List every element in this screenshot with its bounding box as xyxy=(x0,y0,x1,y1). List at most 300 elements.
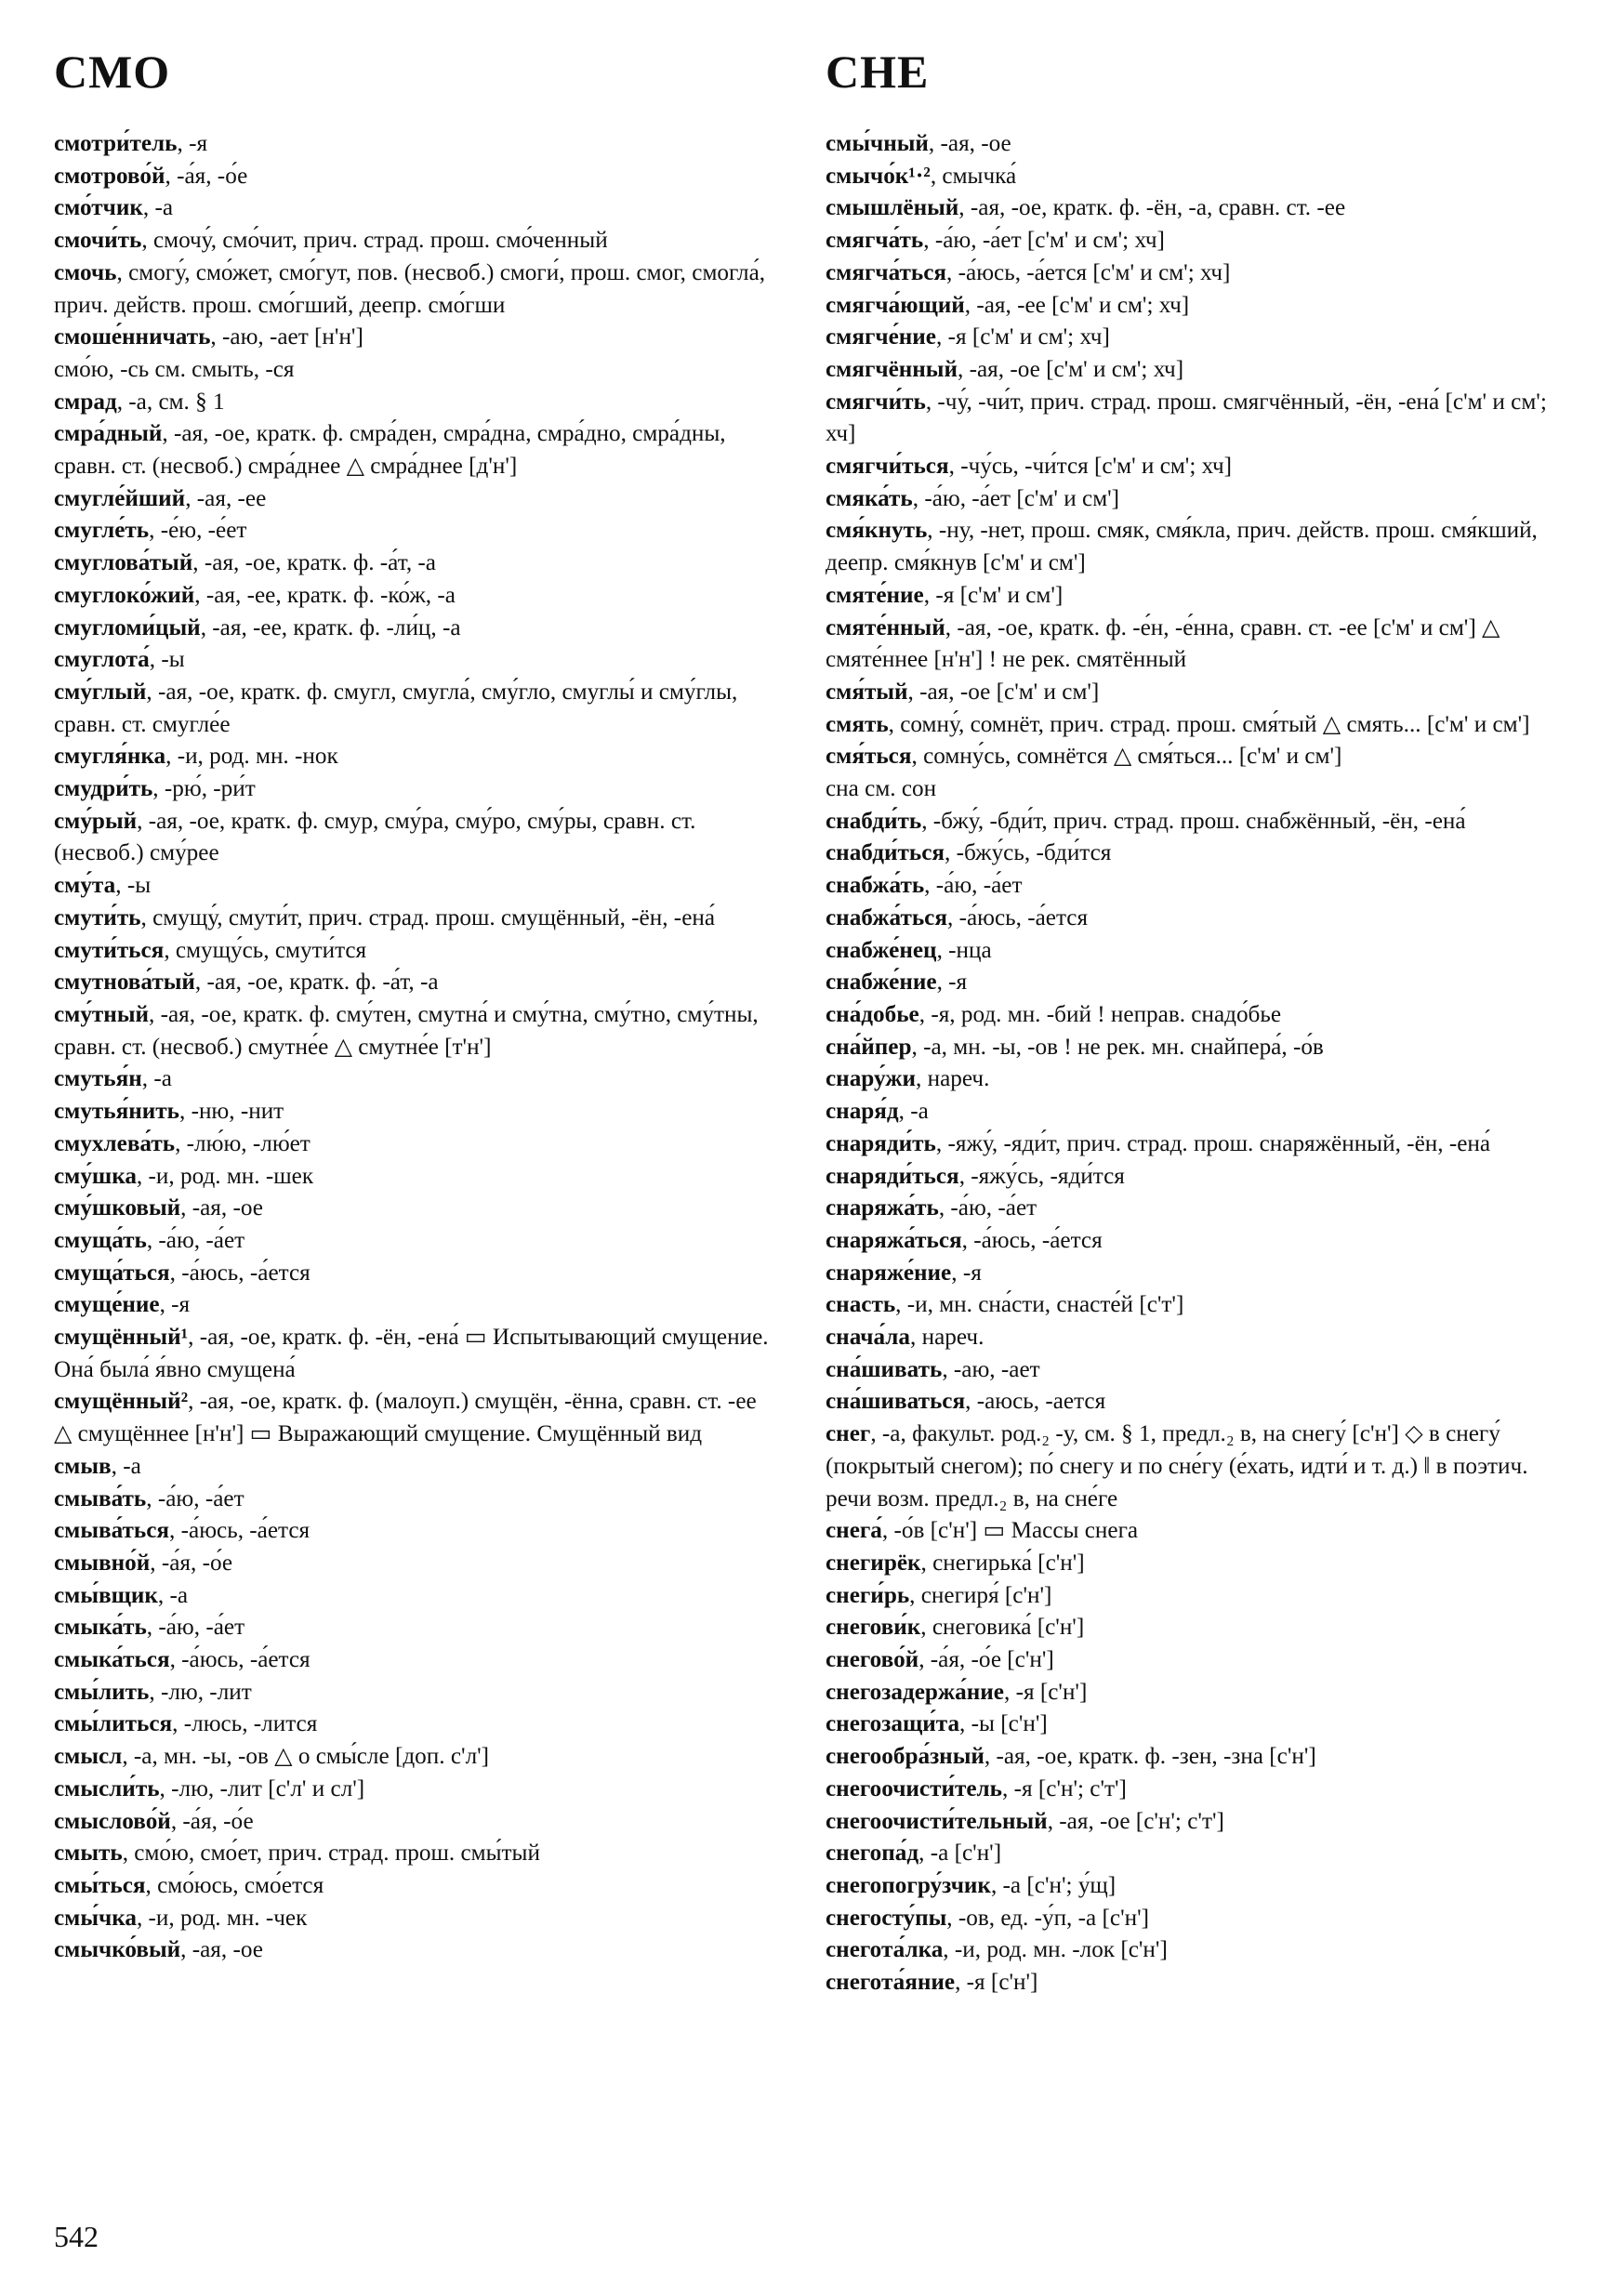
entry-headword: смы́лить xyxy=(54,1679,150,1705)
dictionary-entry xyxy=(826,225,1549,257)
dictionary-entry xyxy=(826,1258,1549,1290)
entry-headword: смочи́ть xyxy=(54,228,142,254)
entry-headword: смрад xyxy=(54,389,117,415)
entry-body: , -и, род. мн. -шек xyxy=(136,1163,314,1189)
entry-body: , -я [с'м' и см'; хч] xyxy=(936,324,1110,350)
entry-headword: смыка́ться xyxy=(54,1647,170,1673)
dictionary-entry xyxy=(54,806,777,870)
entry-headword: смы́вщик xyxy=(54,1582,158,1608)
entry-body: , -а, мн. -ы, -ов △ о смы́сле [доп. с'л'] xyxy=(122,1744,490,1770)
dictionary-entry xyxy=(826,1386,1549,1419)
entry-body: , -и, род. мн. -нок xyxy=(165,744,338,770)
entry-headword: смяка́ть xyxy=(826,485,913,511)
entry-body: , -а xyxy=(142,195,174,221)
entry-headword: снегопогру́зчик xyxy=(826,1872,991,1898)
entry-headword: снегопа́д xyxy=(826,1841,919,1867)
entry-headword: смущённый² xyxy=(54,1389,189,1415)
dictionary-entry xyxy=(54,1386,777,1450)
entry-headword: смычко́вый xyxy=(54,1937,181,1963)
entry-headword: снегоочисти́тель xyxy=(826,1775,1003,1801)
dictionary-entry xyxy=(54,773,777,806)
entry-body: , -а xyxy=(111,1453,141,1479)
dictionary-entry xyxy=(54,515,777,548)
entry-headword: снегови́к xyxy=(826,1615,921,1641)
dictionary-entry xyxy=(54,1289,777,1322)
entry-body: , -я [с'н'] xyxy=(955,1970,1038,1996)
entry-headword: смугле́ть xyxy=(54,518,150,544)
dictionary-entry xyxy=(54,741,777,773)
dictionary-entry xyxy=(54,1741,777,1774)
dictionary-entry xyxy=(54,418,777,482)
dictionary-entry xyxy=(826,128,1549,161)
entry-body: , -лю, -лит [с'л' и сл'] xyxy=(159,1775,365,1801)
entry-headword: смущённый¹ xyxy=(54,1325,189,1351)
dictionary-entry xyxy=(826,161,1549,193)
dictionary-entry xyxy=(826,192,1549,225)
dictionary-entry xyxy=(826,1289,1549,1322)
entry-headword: снабди́ть xyxy=(826,808,922,834)
entry-body: , -чу́, -чи́т, прич. страд. прош. смягчённый, -ён, -ена́ [с'м' и см'; хч] xyxy=(826,389,1547,447)
dictionary-entry xyxy=(826,1515,1549,1548)
entry-body: , -я xyxy=(177,131,208,156)
entry-headword: смочь xyxy=(54,259,117,285)
entry-headword: смысл xyxy=(54,1744,123,1770)
entry-body: , -ая, -ое, кратк. ф. -е́н, -е́нна, сравн. ст. -ее [с'м' и см'] △ смяте́ннее [н'н'] ! не рек. смятённый xyxy=(826,614,1500,673)
entry-body: , -ая, -ое, кратк. ф. -зен, -зна [с'н'] xyxy=(984,1744,1316,1770)
dictionary-entry xyxy=(54,935,777,968)
entry-body: , -лю, -лит xyxy=(149,1679,252,1705)
dictionary-entry xyxy=(826,1709,1549,1741)
entry-headword: смы́чный xyxy=(826,131,929,156)
entry-headword: смягче́ние xyxy=(826,324,936,350)
entry-body: , сомну́сь, сомнётся △ смя́ться... [с'м' и см'] xyxy=(911,744,1342,770)
entry-headword: смути́ться xyxy=(54,937,165,963)
entry-body: , -рю́, -ри́т xyxy=(152,776,256,802)
entry-headword: снегозащи́та xyxy=(826,1711,960,1737)
dictionary-entry xyxy=(826,1806,1549,1839)
dictionary-entry xyxy=(54,1644,777,1677)
entry-body: , -я, род. мн. -бий ! неправ. снадо́бье xyxy=(918,1001,1282,1027)
entry-body: , -ну, -нет, прош. смяк, смя́кла, прич. действ. прош. смя́кший, деепр. смя́кнув [с'м' и см'] xyxy=(826,518,1538,576)
entry-headword: смутья́н xyxy=(54,1066,142,1092)
dictionary-entry xyxy=(826,1419,1549,1515)
entry-body: , -я xyxy=(936,970,968,996)
entry-body: , снегирька́ [с'н'] xyxy=(920,1550,1085,1576)
dictionary-entry xyxy=(54,548,777,580)
dictionary-entry xyxy=(54,903,777,935)
entry-body: , -ая, -ее, кратк. ф. -ко́ж, -а xyxy=(194,582,456,608)
entry-body: , -а [с'н'] xyxy=(918,1841,1002,1867)
dictionary-entry xyxy=(54,1484,777,1516)
entry-headword: сна́добье xyxy=(826,1001,919,1027)
entry-body: , -о́в [с'н'] ▭ Массы снега xyxy=(881,1518,1139,1544)
dictionary-entry xyxy=(826,1644,1549,1677)
entry-headword: сму́шка xyxy=(54,1163,137,1189)
entry-headword: смя́тый xyxy=(826,679,908,705)
entry-headword: сна́йпер xyxy=(826,1034,912,1060)
left-column xyxy=(54,128,777,1967)
entry-body: , -бжу́сь, -бди́тся xyxy=(945,840,1112,866)
entry-headword: снег xyxy=(826,1421,871,1447)
dictionary-entry xyxy=(54,1934,777,1967)
entry-body: , -ы xyxy=(149,647,185,673)
dictionary-entry xyxy=(54,1096,777,1128)
dictionary-entry xyxy=(54,999,777,1063)
dictionary-entry xyxy=(54,1225,777,1258)
entry-headword: снегообра́зный xyxy=(826,1744,985,1770)
dictionary-entry xyxy=(826,1063,1549,1096)
dictionary-entry xyxy=(826,322,1549,354)
dictionary-entry xyxy=(826,935,1549,968)
entry-body: , смочу́, смо́чит, прич. страд. прош. смо́ченный xyxy=(141,228,608,254)
dictionary-entry xyxy=(826,257,1549,290)
entry-body: , -ая, -ое, кратк. ф. сму́тен, смутна́ и сму́тна, сму́тно, сму́тны, сравн. ст. (несвоб.) смутне́е △ смутне́е [т'н'] xyxy=(54,1001,759,1060)
entry-body: , -а́я, -о́е xyxy=(150,1550,233,1576)
dictionary-entry xyxy=(826,354,1549,387)
dictionary-entry xyxy=(826,1967,1549,1999)
entry-headword: смять xyxy=(826,711,889,737)
entry-body: , -лю́ю, -лю́ет xyxy=(175,1130,311,1156)
entry-body: , смущу́сь, смути́тся xyxy=(164,937,367,963)
entry-body: , -а, см. § 1 xyxy=(116,389,225,415)
entry-headword: сму́шковый xyxy=(54,1195,181,1221)
dictionary-entry xyxy=(826,580,1549,613)
dictionary-entry xyxy=(826,773,1549,806)
entry-headword: снегота́лка xyxy=(826,1937,944,1963)
entry-body: , -а [с'н'; у́щ] xyxy=(990,1872,1117,1898)
dictionary-entry xyxy=(54,1580,777,1613)
dictionary-entry xyxy=(54,387,777,419)
dictionary-entry xyxy=(54,354,777,387)
entry-body: , -а́юсь, -а́ется xyxy=(169,1647,311,1673)
entry-headword: снабже́ние xyxy=(826,970,937,996)
dictionary-entry xyxy=(826,1612,1549,1644)
entry-body: , -и, мн. сна́сти, снасте́й [с'т'] xyxy=(895,1292,1184,1318)
entry-body: , -а́я, -о́е xyxy=(165,163,248,189)
dictionary-entry xyxy=(54,1677,777,1709)
entry-headword: смути́ть xyxy=(54,904,141,930)
entry-body: , смогу́, смо́жет, смо́гут, пов. (несвоб.) смоги́, прош. смог, смогла́, прич. действ. прош. смо́гший, деепр. смо́гши xyxy=(54,259,766,318)
dictionary-entry xyxy=(826,483,1549,516)
dictionary-entry xyxy=(54,1774,777,1806)
entry-body: , -аю, -ает xyxy=(942,1356,1040,1382)
entry-body: , -а́юсь, -а́ется xyxy=(169,1260,311,1286)
entry-body: , -а́ю, -а́ет xyxy=(924,873,1023,899)
entry-headword: смугля́нка xyxy=(54,744,166,770)
entry-body: , -а́ю, -а́ет xyxy=(146,1615,245,1641)
dictionary-entry xyxy=(54,1838,777,1870)
entry-body: , -и, род. мн. -лок [с'н'] xyxy=(943,1937,1168,1963)
entry-headword: смугломи́цый xyxy=(54,614,201,640)
dictionary-entry xyxy=(54,1322,777,1386)
dictionary-entry xyxy=(54,1128,777,1161)
entry-body: , -ов, ед. -у́п, -а [с'н'] xyxy=(946,1905,1150,1931)
entry-headword: смяте́нный xyxy=(826,614,945,640)
dictionary-entry xyxy=(54,1193,777,1225)
entry-headword: смуще́ние xyxy=(54,1292,160,1318)
entry-headword: смутья́нить xyxy=(54,1099,179,1125)
entry-headword: снега́ xyxy=(826,1518,882,1544)
page-number: 542 xyxy=(54,2220,99,2253)
dictionary-entry xyxy=(54,1063,777,1096)
entry-headword: снеги́рь xyxy=(826,1582,910,1608)
entry-headword: снегозадержа́ние xyxy=(826,1679,1004,1705)
entry-body: , -ая, -ое [с'м' и см'] xyxy=(907,679,1100,705)
entry-headword: смычо́к¹·² xyxy=(826,163,931,189)
dictionary-entry xyxy=(54,1806,777,1839)
dictionary-entry xyxy=(826,1096,1549,1128)
entry-body: , -а́юсь, -а́ется xyxy=(169,1518,311,1544)
entry-body: , -ая, -ое, кратк. ф. -а́т, -а xyxy=(192,550,436,576)
entry-headword: смягчи́ться xyxy=(826,454,949,480)
entry-body: , смычка́ xyxy=(930,163,1017,189)
dictionary-entry xyxy=(826,1548,1549,1580)
dictionary-entry xyxy=(826,1870,1549,1903)
entry-headword: сна́шивать xyxy=(826,1356,943,1382)
entry-body: , -я xyxy=(951,1260,982,1286)
entry-body: , -а xyxy=(898,1099,929,1125)
entry-body: , -а xyxy=(141,1066,172,1092)
dictionary-entry xyxy=(826,677,1549,709)
entry-headword: смотрово́й xyxy=(54,163,165,189)
entry-headword: смыка́ть xyxy=(54,1615,147,1641)
entry-headword: смя́кнуть xyxy=(826,518,928,544)
entry-headword: смоше́нничать xyxy=(54,324,211,350)
entry-body: , -ы xyxy=(115,873,152,899)
dictionary-entry xyxy=(826,870,1549,903)
entry-body: , -ая, -ое xyxy=(180,1195,263,1221)
entry-body: , -а, мн. -ы, -ов ! не рек. мн. снайпера́, -о́в xyxy=(911,1034,1324,1060)
dictionary-entry xyxy=(54,161,777,193)
dictionary-entry xyxy=(54,1258,777,1290)
dictionary-entry xyxy=(54,580,777,613)
entry-body: , -я [с'н'; с'т'] xyxy=(1002,1775,1127,1801)
entry-body: , -и, род. мн. -чек xyxy=(136,1905,308,1931)
dictionary-entry xyxy=(826,387,1549,451)
entry-headword: снегота́яние xyxy=(826,1970,956,1996)
entry-body: , -а, факульт. род.₂ -у, см. § 1, предл.₂ в, на снегу́ [с'н'] ◇ в снегу́ (покрытый снегом); по́ снегу и по сне́гу (е́хать, идти́ и т. д.) ‖ в поэтич. речи возм. предл.₂ в, на сне́ге xyxy=(826,1421,1528,1511)
dictionary-entry xyxy=(54,967,777,999)
entry-body: , -ая, -ое, кратк. ф. -а́т, -а xyxy=(194,970,439,996)
dictionary-entry xyxy=(826,999,1549,1032)
entry-body: , -ая, -ое xyxy=(180,1937,263,1963)
entry-headword: смуща́ть xyxy=(54,1227,147,1253)
entry-headword: смуглова́тый xyxy=(54,550,193,576)
entry-headword: снаряже́ние xyxy=(826,1260,952,1286)
entry-headword: смягчённый xyxy=(826,356,958,382)
dictionary-entry xyxy=(826,1903,1549,1935)
entry-headword: снару́жи xyxy=(826,1066,916,1092)
entry-headword: сму́тный xyxy=(54,1001,149,1027)
entry-headword: смуглоко́жий xyxy=(54,582,195,608)
entry-body: , сомну́, сомнёт, прич. страд. прош. смя́тый △ смять... [с'м' и см'] xyxy=(888,711,1530,737)
entry-body: , -ая, -ое xyxy=(928,131,1011,156)
entry-headword: снабже́нец xyxy=(826,937,937,963)
entry-headword: снегосту́пы xyxy=(826,1905,947,1931)
dictionary-entry xyxy=(826,1934,1549,1967)
entry-headword: снача́ла xyxy=(826,1325,911,1351)
entry-body: , -ая, -ое, кратк. ф. -ён, -ена́ ▭ Испытывающий смущение. Она́ была́ я́вно смущена́ xyxy=(54,1325,769,1382)
dictionary-entry xyxy=(826,967,1549,999)
entry-body: , снегиря́ [с'н'] xyxy=(909,1582,1052,1608)
entry-body: , смущу́, смути́т, прич. страд. прош. смущённый, -ён, -ена́ xyxy=(140,904,716,930)
entry-body: , -ы [с'н'] xyxy=(959,1711,1048,1737)
entry-body: , -аю, -ает [н'н'] xyxy=(210,324,363,350)
entry-body: , -яжу́, -яди́т, прич. страд. прош. снаряжённый, -ён, -ена́ xyxy=(935,1130,1491,1156)
running-head-left: СМО xyxy=(54,46,171,98)
entry-headword: смугле́йший xyxy=(54,485,186,511)
entry-headword: смывно́й xyxy=(54,1550,151,1576)
entry-headword: снабди́ться xyxy=(826,840,945,866)
entry-body: , -ая, -ое, кратк. ф. смугл, смугла́, сму́гло, смуглы́ и сму́глы, сравн. ст. смугле́е xyxy=(54,679,738,737)
entry-headword: смя́ться xyxy=(826,744,912,770)
entry-headword: сму́глый xyxy=(54,679,147,705)
dictionary-entry xyxy=(54,870,777,903)
dictionary-entry xyxy=(826,515,1549,579)
entry-body: , -а́юсь, -а́ется xyxy=(946,904,1089,930)
dictionary-entry xyxy=(826,709,1549,742)
entry-headword: смы́литься xyxy=(54,1711,173,1737)
dictionary-entry xyxy=(54,128,777,161)
entry-headword: снаряди́ть xyxy=(826,1130,936,1156)
dictionary-entry xyxy=(54,257,777,322)
dictionary-entry xyxy=(826,1193,1549,1225)
entry-headword: снабжа́ть xyxy=(826,873,925,899)
dictionary-entry xyxy=(826,741,1549,773)
dictionary-entry xyxy=(54,1515,777,1548)
entry-headword: смыва́ть xyxy=(54,1485,147,1511)
entry-headword: смысли́ть xyxy=(54,1775,160,1801)
entry-body: , -а́ю, -а́ет xyxy=(146,1485,244,1511)
entry-headword: снаря́д xyxy=(826,1099,899,1125)
entry-body: , -а́я, -о́е [с'н'] xyxy=(918,1647,1054,1673)
dictionary-entry xyxy=(54,192,777,225)
entry-body: , -я [с'н'] xyxy=(1003,1679,1088,1705)
entry-body: , нареч. xyxy=(916,1066,990,1092)
entry-headword: смотри́тель xyxy=(54,131,178,156)
running-head-right: СНЕ xyxy=(826,46,930,98)
entry-headword: смягчи́ть xyxy=(826,389,926,415)
entry-headword: сму́рый xyxy=(54,808,138,834)
entry-body: , -я [с'м' и см'] xyxy=(923,582,1064,608)
dictionary-entry xyxy=(826,1741,1549,1774)
dictionary-entry xyxy=(826,1032,1549,1064)
dictionary-entry xyxy=(826,1161,1549,1194)
dictionary-entry xyxy=(54,1709,777,1741)
dictionary-entry xyxy=(826,806,1549,838)
entry-headword: снаряжа́ться xyxy=(826,1227,962,1253)
entry-body: , -чу́сь, -чи́тся [с'м' и см'; хч] xyxy=(948,454,1233,480)
dictionary-entry xyxy=(826,1128,1549,1161)
entry-headword: смо́тчик xyxy=(54,195,143,221)
entry-body: , снеговика́ [с'н'] xyxy=(920,1615,1085,1641)
entry-body: , -а́ю, -а́ет xyxy=(938,1195,1037,1221)
entry-body: , -е́ю, -е́ет xyxy=(149,518,247,544)
entry-body: , -я xyxy=(159,1292,191,1318)
dictionary-entry xyxy=(826,1354,1549,1387)
dictionary-entry xyxy=(54,1161,777,1194)
entry-headword: сна́шиваться xyxy=(826,1389,966,1415)
entry-headword: смыва́ться xyxy=(54,1518,170,1544)
entry-body: , -яжу́сь, -яди́тся xyxy=(958,1163,1125,1189)
entry-body: , -а́ю, -а́ет [с'м' и см'] xyxy=(912,485,1120,511)
entry-headword: снегово́й xyxy=(826,1647,919,1673)
entry-headword: смы́ться xyxy=(54,1872,146,1898)
entry-body: , -а́я, -о́е xyxy=(170,1808,254,1834)
entry-body: , -ая, -ое, кратк. ф. -ён, -а, сравн. ст. -ее xyxy=(958,195,1346,221)
entry-headword: смуглота́ xyxy=(54,647,150,673)
entry-headword: снасть xyxy=(826,1292,896,1318)
dictionary-entry xyxy=(826,838,1549,870)
entry-body: , -ая, -ее, кратк. ф. -ли́ц, -а xyxy=(200,614,461,640)
entry-headword: смра́дный xyxy=(54,421,163,447)
dictionary-entry xyxy=(54,1870,777,1903)
entry-body: , -ая, -ее xyxy=(185,485,267,511)
entry-headword: смягча́ющий xyxy=(826,292,965,318)
entry-headword: снегирёк xyxy=(826,1550,921,1576)
entry-headword: смудри́ть xyxy=(54,776,153,802)
dictionary-entry xyxy=(826,1677,1549,1709)
entry-headword: смыть xyxy=(54,1841,123,1867)
dictionary-entry xyxy=(54,644,777,677)
entry-body: , -ая, -ое [с'м' и см'; хч] xyxy=(958,356,1184,382)
entry-headword: смухлева́ть xyxy=(54,1130,176,1156)
right-column xyxy=(826,128,1549,1999)
dictionary-entry xyxy=(826,451,1549,483)
entry-headword: снаряжа́ть xyxy=(826,1195,939,1221)
dictionary-entry xyxy=(826,1774,1549,1806)
dictionary-entry xyxy=(54,1548,777,1580)
dictionary-entry xyxy=(826,290,1549,323)
dictionary-entry xyxy=(826,1580,1549,1613)
entry-body: , -люсь, -лится xyxy=(172,1711,318,1737)
entry-body: смо́ю, -сь см. смыть, -ся xyxy=(54,356,295,382)
entry-headword: снабжа́ться xyxy=(826,904,947,930)
entry-body: , -а́юсь, -а́ется [с'м' и см'; хч] xyxy=(946,259,1231,285)
entry-headword: смяте́ние xyxy=(826,582,924,608)
entry-headword: смы́чка xyxy=(54,1905,137,1931)
dictionary-entry xyxy=(826,1322,1549,1354)
entry-headword: смыв xyxy=(54,1453,112,1479)
dictionary-entry xyxy=(54,1451,777,1484)
entry-body: , -аюсь, -ается xyxy=(965,1389,1106,1415)
entry-body: , -бжу́, -бди́т, прич. страд. прош. снабжённый, -ён, -ена́ xyxy=(921,808,1466,834)
dictionary-entry xyxy=(54,1903,777,1935)
entry-body: , смо́ю, смо́ет, прич. страд. прош. смы́тый xyxy=(122,1841,540,1867)
entry-body: сна см. сон xyxy=(826,776,937,802)
entry-body: , -ая, -ее [с'м' и см'; хч] xyxy=(964,292,1190,318)
dictionary-entry xyxy=(54,677,777,741)
entry-body: , нареч. xyxy=(910,1325,985,1351)
entry-body: , -ню, -нит xyxy=(178,1099,284,1125)
entry-headword: снаряди́ться xyxy=(826,1163,959,1189)
entry-headword: смуща́ться xyxy=(54,1260,170,1286)
entry-headword: снегоочисти́тельный xyxy=(826,1808,1048,1834)
entry-headword: смышлёный xyxy=(826,195,959,221)
dictionary-entry xyxy=(54,483,777,516)
entry-body: , смо́юсь, смо́ется xyxy=(145,1872,324,1898)
dictionary-entry xyxy=(826,613,1549,677)
dictionary-entry xyxy=(54,1612,777,1644)
dictionary-entry xyxy=(54,613,777,645)
entry-headword: смягча́ть xyxy=(826,228,924,254)
dictionary-entry xyxy=(826,1838,1549,1870)
entry-body: , -ая, -ое, кратк. ф. смур, сму́ра, сму́ро, сму́ры, сравн. ст. (несвоб.) сму́рее xyxy=(54,808,696,866)
entry-body: , -ая, -ое [с'н'; с'т'] xyxy=(1047,1808,1224,1834)
entry-body: , -а́юсь, -а́ется xyxy=(961,1227,1103,1253)
entry-body: , -а́ю, -а́ет xyxy=(146,1227,245,1253)
dictionary-entry xyxy=(54,322,777,354)
